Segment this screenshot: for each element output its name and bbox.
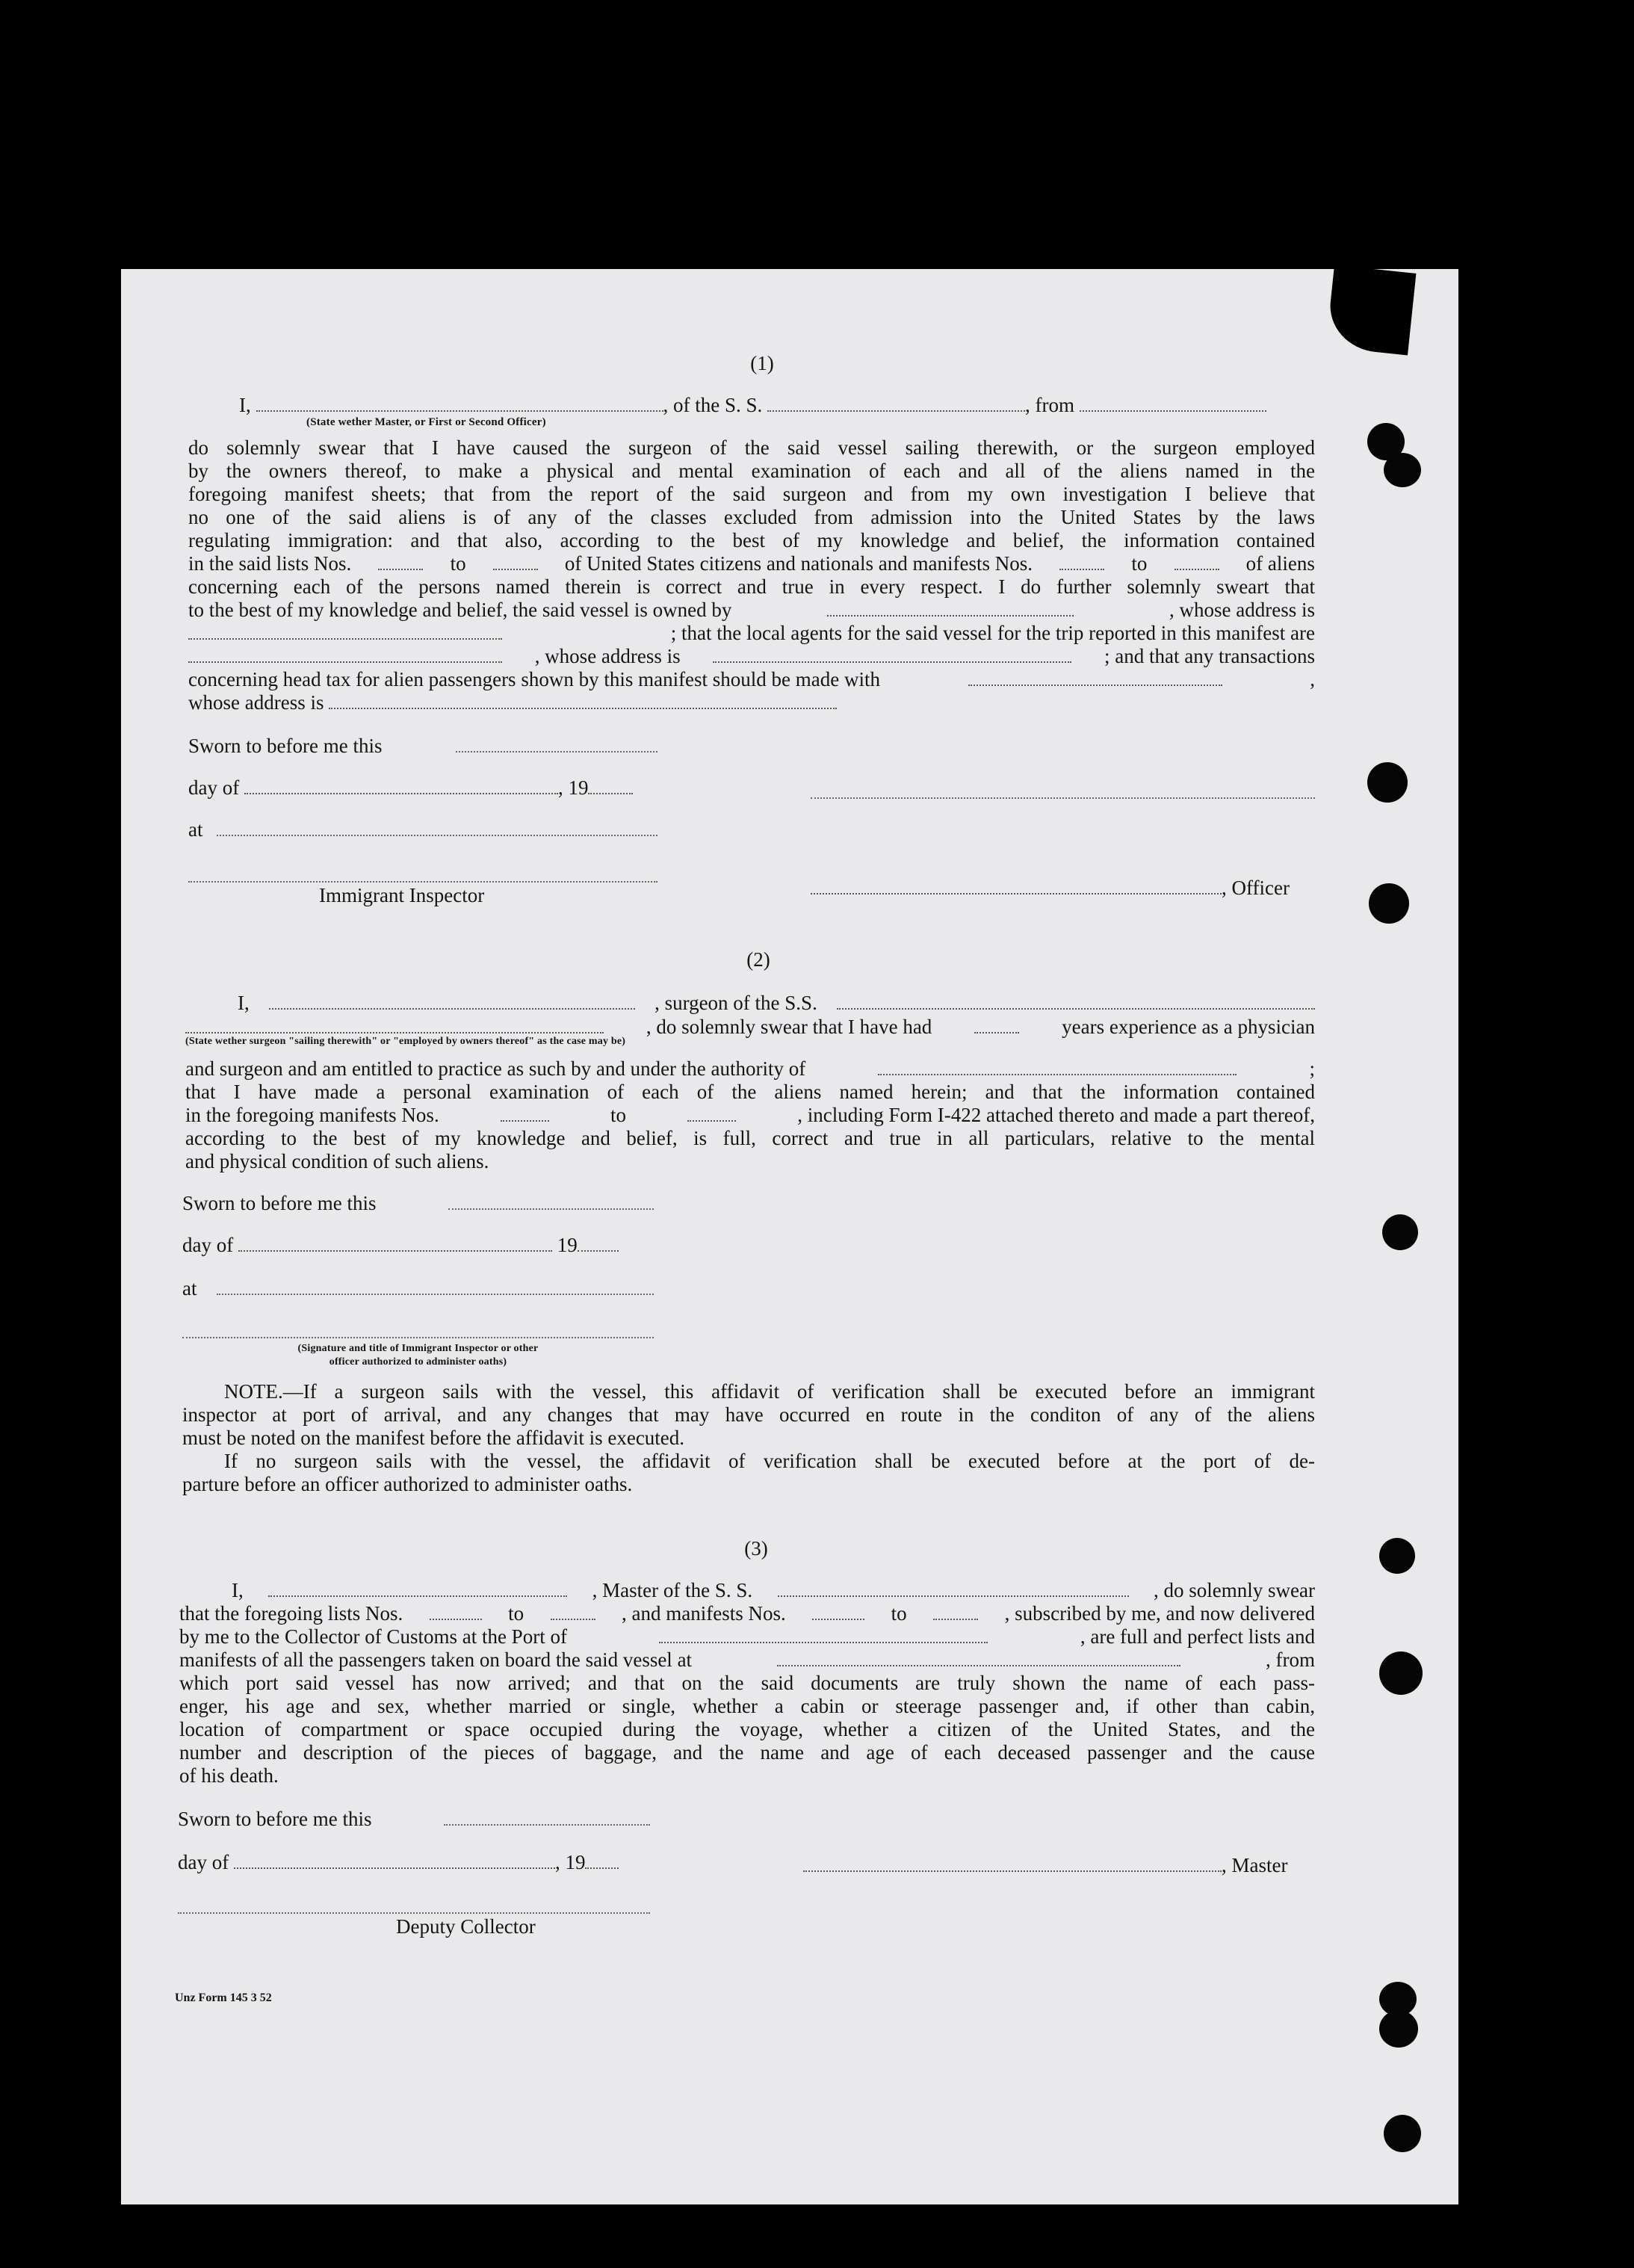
paragraph-line: of his death.	[179, 1764, 279, 1787]
of-ss-label: , of the S. S.	[663, 394, 763, 416]
paragraph-line	[185, 1057, 1315, 1081]
text: that the foregoing lists Nos.	[179, 1602, 403, 1625]
day-of-label: day of	[178, 1851, 229, 1873]
day-field	[244, 792, 558, 794]
text: to the best of my knowledge and belief, the said vessel is owned by	[188, 599, 732, 621]
text: of aliens	[1245, 552, 1315, 575]
text: , do solemnly swear	[1153, 1579, 1315, 1601]
punch-hole	[1379, 1538, 1415, 1574]
punch-hole	[1379, 1651, 1423, 1695]
text: , from	[1266, 1649, 1315, 1671]
paragraph-line: enger, his age and sex, whether married or single, whether a cabin or steerage passenger and, if other than cabin,	[179, 1695, 1315, 1717]
head-tax-field	[968, 684, 1222, 686]
officer-signature-field	[811, 797, 1315, 799]
paragraph-line	[188, 644, 1315, 668]
officer-line	[811, 876, 1290, 900]
years-field	[974, 1031, 1019, 1033]
manifest-no-field	[1059, 568, 1104, 570]
day-of-label: day of	[182, 1234, 234, 1256]
day-of-line	[188, 776, 633, 800]
i-label: I,	[232, 1579, 244, 1601]
note-line: inspector at port of arrival, and any changes that may have occurred en route in the conditon of any of the aliens	[182, 1403, 1315, 1426]
signature-hint: officer authorized to administer oaths)	[329, 1356, 507, 1368]
text: , including Form I-422 attached thereto and made a part thereof,	[797, 1104, 1315, 1126]
text: manifests of all the passengers taken on board the said vessel at	[179, 1649, 693, 1671]
text: years experience as a physician	[1062, 1016, 1315, 1038]
day-of-line	[178, 1850, 619, 1874]
text: , do solemnly swear that I have had	[646, 1016, 932, 1038]
text: to	[1131, 552, 1148, 575]
sworn-field	[448, 1208, 654, 1210]
officer-name-field	[811, 892, 1222, 894]
sworn-label: Sworn to before me this	[178, 1808, 372, 1830]
vessel-field	[767, 410, 1025, 412]
officer-label: , Officer	[1222, 877, 1290, 899]
day-of-label: day of	[188, 776, 240, 799]
day-field	[238, 1249, 552, 1252]
paragraph-line	[185, 1103, 1315, 1127]
text: and surgeon and am entitled to practice as such by and under the authority of	[185, 1057, 806, 1080]
port-field	[659, 1641, 988, 1643]
paragraph-line	[179, 1601, 1315, 1625]
owner-field	[827, 614, 1074, 617]
authority-field	[878, 1073, 1237, 1075]
year-label: , 19	[557, 776, 589, 799]
text: to	[508, 1602, 524, 1625]
manifest-no-field	[812, 1618, 864, 1620]
note-line: NOTE.—If a surgeon sails with the vessel, this affidavit of verification shall be executed before an immigrant	[224, 1380, 1315, 1403]
note-line: parture before an officer authorized to administer oaths.	[182, 1473, 633, 1495]
year-field	[578, 1249, 619, 1252]
section2-intro-line	[238, 991, 1315, 1015]
role-hint: (State wether Master, or First or Second Officer)	[306, 416, 546, 428]
paragraph-line	[188, 690, 837, 714]
section-number: (3)	[744, 1537, 768, 1560]
manifest-no-field	[501, 1119, 549, 1122]
year-field	[585, 1867, 619, 1869]
embarkation-port-field	[777, 1664, 1180, 1666]
list-no-field	[430, 1618, 482, 1620]
address-field	[329, 707, 837, 709]
manifest-no-field	[933, 1618, 978, 1620]
list-no-field	[378, 568, 423, 570]
master-label: , Master	[1222, 1854, 1288, 1876]
collector-signature-field	[178, 1912, 650, 1914]
sworn-field	[456, 750, 657, 753]
text: ;	[1309, 1057, 1315, 1080]
paragraph-line: no one of the said aliens is of any of the classes excluded from admission into the United States by the laws	[188, 506, 1315, 528]
text: ; and that any transactions	[1104, 645, 1315, 667]
text: in the foregoing manifests Nos.	[185, 1104, 439, 1126]
text: , Master of the S. S.	[592, 1579, 753, 1601]
day-of-line	[182, 1233, 619, 1257]
text: to	[891, 1602, 907, 1625]
punch-hole	[1384, 453, 1421, 487]
punch-hole	[1369, 883, 1409, 924]
paragraph-line: location of compartment or space occupied during the voyage, whether a citizen of the United States, and the	[179, 1718, 1315, 1740]
note-line: must be noted on the manifest before the affidavit is executed.	[182, 1427, 685, 1449]
address-field	[188, 637, 502, 640]
text: , are full and perfect lists and	[1080, 1625, 1315, 1648]
paragraph-line	[188, 621, 1315, 645]
note-line: If no surgeon sails with the vessel, the affidavit of verification shall be executed before at the port of de-	[224, 1450, 1315, 1472]
paragraph-line: according to the best of my knowledge and belief, is full, correct and true in all particulars, relative to the mental	[185, 1127, 1315, 1149]
sworn-label: Sworn to before me this	[188, 735, 383, 757]
text: , whose address is	[534, 645, 681, 667]
paragraph-line	[188, 598, 1315, 622]
from-field	[1080, 410, 1266, 412]
list-no-field	[551, 1618, 595, 1620]
text: ; that the local agents for the said vessel for the trip reported in this manifest are	[670, 622, 1315, 644]
section-number: (2)	[746, 948, 770, 971]
inspector-signature-field	[188, 880, 657, 883]
text: whose address is	[188, 691, 324, 714]
section-number: (1)	[750, 352, 774, 374]
master-signature-field	[803, 1870, 1222, 1872]
section3-intro-line	[232, 1578, 1315, 1602]
punch-hole	[1379, 2010, 1418, 2048]
paragraph-line: concerning each of the persons named therein is correct and true in every respect. I do further solemnly sweart that	[188, 575, 1315, 598]
paragraph-line: that I have made a personal examination of each of the aliens named herein; and that the information contained	[185, 1081, 1315, 1103]
text: , subscribed by me, and now delivered	[1004, 1602, 1315, 1625]
i-label: I,	[238, 992, 250, 1014]
text: , whose address is	[1169, 599, 1315, 621]
text: to	[450, 552, 466, 575]
sworn-label: Sworn to before me this	[182, 1192, 377, 1214]
paragraph-line	[179, 1625, 1315, 1649]
inspector-label: Immigrant Inspector	[319, 884, 485, 906]
text: , surgeon of the S.S.	[654, 992, 817, 1014]
form-number: Unz Form 145 3 52	[175, 1992, 272, 2004]
paragraph-line	[188, 667, 1315, 691]
name-field	[268, 1595, 567, 1597]
paragraph-line: by the owners thereof, to make a physical and mental examination of each and all of the aliens named in the	[188, 460, 1315, 482]
at-label: at	[188, 818, 203, 841]
day-field	[234, 1867, 555, 1869]
paragraph-line	[188, 551, 1315, 575]
punch-hole	[1384, 2115, 1421, 2152]
master-line	[803, 1853, 1287, 1877]
punch-hole	[1382, 1214, 1418, 1250]
paragraph-line: and physical condition of such aliens.	[185, 1150, 489, 1172]
name-field	[256, 410, 663, 412]
paragraph-line: do solemnly swear that I have caused the surgeon of the said vessel sailing therewith, or the surgeon employed	[188, 436, 1315, 459]
vessel-field	[778, 1595, 1129, 1597]
at-field	[217, 834, 657, 836]
sworn-field	[444, 1823, 650, 1826]
vessel-field	[837, 1007, 1315, 1010]
i-label: I,	[239, 394, 251, 416]
text: in the said lists Nos.	[188, 552, 352, 575]
text: concerning head tax for alien passengers shown by this manifest should be made with	[188, 668, 881, 690]
manifest-no-field	[1175, 568, 1219, 570]
from-label: , from	[1025, 394, 1074, 416]
year-field	[588, 792, 633, 794]
agents-field	[188, 661, 502, 663]
text: by me to the Collector of Customs at the Port of	[179, 1625, 567, 1648]
signature-hint: (Signature and title of Immigrant Inspector or other	[297, 1343, 539, 1354]
text: of United States citizens and nationals and manifests Nos.	[564, 552, 1033, 575]
text: , and manifests Nos.	[622, 1602, 786, 1625]
name-field	[269, 1007, 635, 1010]
paragraph-line: which port said vessel has now arrived; and that on the said documents are truly shown the name of each pass-	[179, 1672, 1315, 1694]
paragraph-line: number and description of the pieces of baggage, and the name and age of each deceased passenger and the cause	[179, 1741, 1315, 1764]
text: to	[610, 1104, 626, 1126]
paragraph-line: regulating immigration: and that also, according to the best of my knowledge and belief, the information contained	[188, 529, 1315, 551]
text: ,	[1310, 668, 1315, 690]
year-label: 19	[557, 1234, 578, 1256]
at-label: at	[182, 1277, 197, 1300]
at-field	[217, 1293, 654, 1295]
signature-field	[182, 1336, 654, 1338]
section1-intro-line	[239, 393, 1266, 417]
address-field	[713, 661, 1071, 663]
surgeon-type-field	[185, 1031, 604, 1033]
year-label: , 19	[554, 1851, 586, 1873]
collector-label: Deputy Collector	[396, 1915, 536, 1938]
punch-hole	[1367, 762, 1408, 803]
surgeon-hint: (State wether surgeon "sailing therewith" or "employed by owners thereof" as the case may be)	[185, 1036, 626, 1047]
manifest-no-field	[687, 1119, 736, 1122]
paragraph-line	[179, 1648, 1315, 1672]
paragraph-line: foregoing manifest sheets; that from the report of the said surgeon and from my own investigation I believe that	[188, 483, 1315, 505]
list-no-field	[493, 568, 538, 570]
